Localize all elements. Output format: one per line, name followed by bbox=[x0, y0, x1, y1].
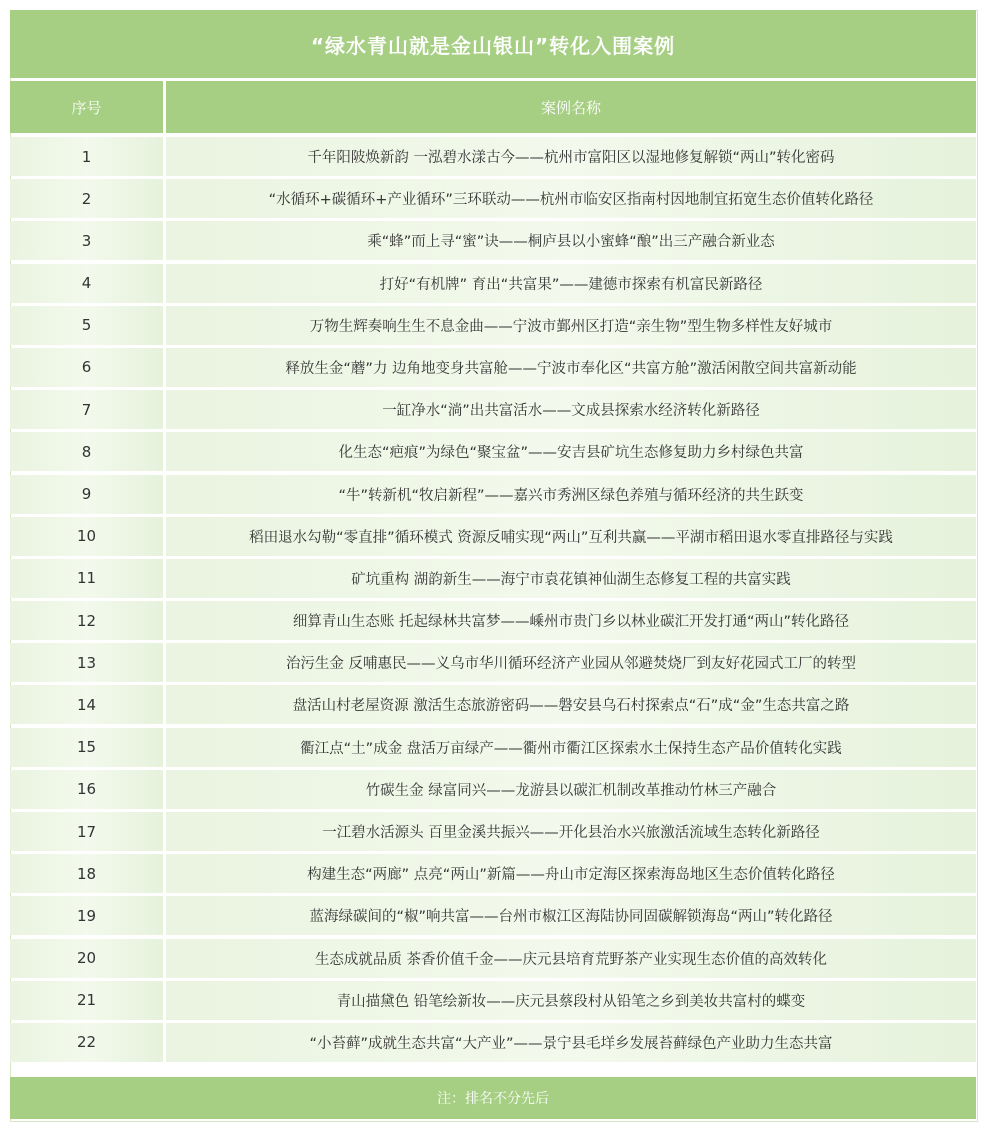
table-row bbox=[10, 1023, 976, 1062]
row-case-name: 化生态“疤痕”为绿色“聚宝盆”——安吉县矿坑生态修复助力乡村绿色共富 bbox=[166, 432, 976, 471]
row-index: 6 bbox=[10, 348, 163, 387]
table-row bbox=[10, 685, 976, 724]
row-index: 13 bbox=[10, 643, 163, 682]
table-row bbox=[10, 770, 976, 809]
row-case-name: “小苔藓”成就生态共富“大产业”——景宁县毛垟乡发展苔藓绿色产业助力生态共富 bbox=[166, 1023, 976, 1062]
table-row bbox=[10, 137, 976, 176]
table-row bbox=[10, 812, 976, 851]
row-index: 15 bbox=[10, 728, 163, 767]
table-row bbox=[10, 306, 976, 345]
table-row bbox=[10, 432, 976, 471]
row-case-name: 青山描黛色 铅笔绘新妆——庆元县蔡段村从铅笔之乡到美妆共富村的蝶变 bbox=[166, 981, 976, 1020]
row-index: 4 bbox=[10, 264, 163, 303]
row-case-name: 打好“有机牌” 育出“共富果”——建德市探索有机富民新路径 bbox=[166, 264, 976, 303]
table-row bbox=[10, 601, 976, 640]
table-row bbox=[10, 939, 976, 978]
row-index: 8 bbox=[10, 432, 163, 471]
row-index: 2 bbox=[10, 179, 163, 218]
row-index: 1 bbox=[10, 137, 163, 176]
row-case-name: “水循环+碳循环+产业循环”三环联动——杭州市临安区指南村因地制宜拓宽生态价值转化路径 bbox=[166, 179, 976, 218]
table-row bbox=[10, 728, 976, 767]
footer-note: 注：排名不分先后 bbox=[10, 1077, 976, 1119]
row-index: 14 bbox=[10, 685, 163, 724]
row-index: 20 bbox=[10, 939, 163, 978]
table-row bbox=[10, 179, 976, 218]
column-header-name: 案例名称 bbox=[166, 81, 976, 133]
row-index: 19 bbox=[10, 896, 163, 935]
table-row bbox=[10, 981, 976, 1020]
table-row bbox=[10, 896, 976, 935]
row-case-name: 千年阳陂焕新韵 一泓碧水漾古今——杭州市富阳区以湿地修复解锁“两山”转化密码 bbox=[166, 137, 976, 176]
table-row bbox=[10, 348, 976, 387]
row-index: 12 bbox=[10, 601, 163, 640]
row-case-name: 稻田退水勾勒“零直排”循环模式 资源反哺实现“两山”互利共赢——平湖市稻田退水零直排路径与实践 bbox=[166, 517, 976, 556]
row-case-name: “牛”转新机“牧启新程”——嘉兴市秀洲区绿色养殖与循环经济的共生跃变 bbox=[166, 475, 976, 514]
row-case-name: 一江碧水活源头 百里金溪共振兴——开化县治水兴旅激活流域生态转化新路径 bbox=[166, 812, 976, 851]
table-row bbox=[10, 221, 976, 260]
row-index: 21 bbox=[10, 981, 163, 1020]
row-case-name: 治污生金 反哺惠民——义乌市华川循环经济产业园从邻避焚烧厂到友好花园式工厂的转型 bbox=[166, 643, 976, 682]
row-case-name: 矿坑重构 湖韵新生——海宁市袁花镇神仙湖生态修复工程的共富实践 bbox=[166, 559, 976, 598]
row-index: 9 bbox=[10, 475, 163, 514]
row-index: 11 bbox=[10, 559, 163, 598]
row-case-name: 乘“蜂”而上寻“蜜”诀——桐庐县以小蜜蜂“酿”出三产融合新业态 bbox=[166, 221, 976, 260]
table-body bbox=[10, 137, 976, 1065]
table-row bbox=[10, 264, 976, 303]
column-header-index: 序号 bbox=[10, 81, 163, 133]
row-case-name: 构建生态“两廊” 点亮“两山”新篇——舟山市定海区探索海岛地区生态价值转化路径 bbox=[166, 854, 976, 893]
row-case-name: 盘活山村老屋资源 激活生态旅游密码——磐安县乌石村探索点“石”成“金”生态共富之路 bbox=[166, 685, 976, 724]
row-index: 7 bbox=[10, 390, 163, 429]
row-case-name: 衢江点“土”成金 盘活万亩绿产——衢州市衢江区探索水土保持生态产品价值转化实践 bbox=[166, 728, 976, 767]
row-case-name: 蓝海绿碳间的“椒”响共富——台州市椒江区海陆协同固碳解锁海岛“两山”转化路径 bbox=[166, 896, 976, 935]
row-index: 17 bbox=[10, 812, 163, 851]
row-case-name: 释放生金“蘑”力 边角地变身共富舱——宁波市奉化区“共富方舱”激活闲散空间共富新动能 bbox=[166, 348, 976, 387]
table-row bbox=[10, 517, 976, 556]
row-index: 18 bbox=[10, 854, 163, 893]
row-case-name: 一缸净水“淌”出共富活水——文成县探索水经济转化新路径 bbox=[166, 390, 976, 429]
table-row bbox=[10, 643, 976, 682]
row-index: 22 bbox=[10, 1023, 163, 1062]
row-case-name: 万物生辉奏响生生不息金曲——宁波市鄞州区打造“亲生物”型生物多样性友好城市 bbox=[166, 306, 976, 345]
table-row bbox=[10, 390, 976, 429]
row-case-name: 竹碳生金 绿富同兴——龙游县以碳汇机制改革推动竹林三产融合 bbox=[166, 770, 976, 809]
row-case-name: 细算青山生态账 托起绿林共富梦——嵊州市贵门乡以林业碳汇开发打通“两山”转化路径 bbox=[166, 601, 976, 640]
table-row bbox=[10, 854, 976, 893]
row-index: 10 bbox=[10, 517, 163, 556]
row-index: 16 bbox=[10, 770, 163, 809]
row-case-name: 生态成就品质 茶香价值千金——庆元县培育荒野茶产业实现生态价值的高效转化 bbox=[166, 939, 976, 978]
row-index: 5 bbox=[10, 306, 163, 345]
table-row bbox=[10, 475, 976, 514]
table-row bbox=[10, 559, 976, 598]
row-index: 3 bbox=[10, 221, 163, 260]
table-header bbox=[10, 81, 976, 133]
page-title: “绿水青山就是金山银山”转化入围案例 bbox=[10, 10, 976, 78]
